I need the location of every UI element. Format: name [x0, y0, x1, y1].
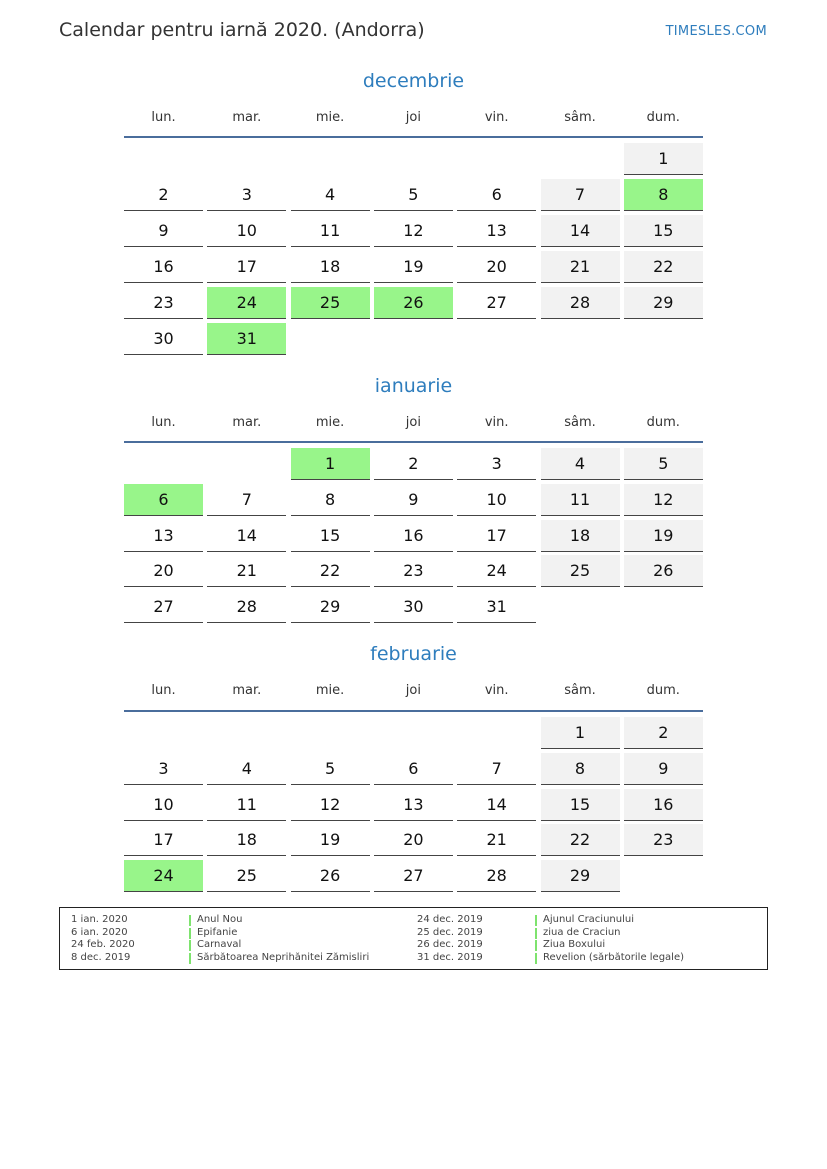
day-cell: 30 — [124, 323, 203, 355]
day-cell: 28 — [541, 287, 620, 319]
day-cell: 22 — [624, 251, 703, 283]
day-cell: 13 — [124, 520, 203, 552]
day-cell: 14 — [541, 215, 620, 247]
day-cell: 18 — [541, 520, 620, 552]
legend-date: 24 feb. 2020 — [71, 939, 135, 951]
legend-color-marker — [535, 953, 537, 964]
weekday-label: lun. — [151, 683, 176, 698]
day-cell: 31 — [457, 591, 536, 623]
holiday-day-cell: 25 — [291, 287, 370, 319]
day-cell: 17 — [207, 251, 286, 283]
day-cell: 4 — [291, 179, 370, 211]
weekday-label: dum. — [646, 415, 680, 430]
day-cell: 19 — [374, 251, 453, 283]
day-cell: 21 — [207, 555, 286, 587]
day-cell: 26 — [624, 555, 703, 587]
weekday-header — [124, 683, 703, 703]
weekday-label: lun. — [151, 110, 176, 125]
page-title: Calendar pentru iarnă 2020. (Andorra) — [59, 19, 425, 41]
day-cell: 18 — [207, 824, 286, 856]
weekday-label: joi — [405, 415, 421, 430]
day-cell: 5 — [374, 179, 453, 211]
holiday-day-cell: 31 — [207, 323, 286, 355]
legend-date: 31 dec. 2019 — [417, 951, 483, 963]
day-cell: 30 — [374, 591, 453, 623]
legend-holiday-name: Sărbătoarea Neprihănitei Zămisliri — [197, 951, 370, 963]
day-cell: 15 — [291, 520, 370, 552]
day-cell: 29 — [624, 287, 703, 319]
weekday-header — [124, 415, 703, 435]
legend-color-marker — [189, 915, 191, 926]
day-cell: 9 — [624, 753, 703, 785]
weekday-label: mar. — [232, 415, 262, 430]
weekday-label: vin. — [484, 415, 509, 430]
weekday-label: dum. — [646, 110, 680, 125]
day-cell: 12 — [291, 789, 370, 821]
legend-color-marker — [189, 953, 191, 964]
day-cell: 17 — [124, 824, 203, 856]
day-cell: 20 — [374, 824, 453, 856]
holiday-day-cell: 8 — [624, 179, 703, 211]
day-cell: 27 — [457, 287, 536, 319]
day-cell: 26 — [291, 860, 370, 892]
day-cell: 16 — [374, 520, 453, 552]
holiday-legend — [59, 907, 768, 970]
day-cell: 3 — [207, 179, 286, 211]
weekday-label: joi — [405, 110, 421, 125]
day-cell: 6 — [374, 753, 453, 785]
day-cell: 7 — [457, 753, 536, 785]
holiday-day-cell: 6 — [124, 484, 203, 516]
weekday-label: mar. — [232, 110, 262, 125]
day-cell: 1 — [541, 717, 620, 749]
day-cell: 28 — [207, 591, 286, 623]
holiday-day-cell: 24 — [124, 860, 203, 892]
legend-color-marker — [189, 940, 191, 951]
weekday-label: lun. — [151, 415, 176, 430]
legend-date: 24 dec. 2019 — [417, 914, 483, 925]
day-cell: 17 — [457, 520, 536, 552]
day-cell: 6 — [457, 179, 536, 211]
header-divider — [124, 710, 703, 712]
day-cell: 21 — [541, 251, 620, 283]
legend-holiday-name: Epifanie — [197, 926, 238, 938]
weekday-label: sâm. — [564, 683, 596, 698]
day-cell: 7 — [541, 179, 620, 211]
weekday-label: mar. — [232, 683, 262, 698]
legend-holiday-name: Anul Nou — [197, 914, 243, 925]
legend-color-marker — [535, 915, 537, 926]
weekday-label: mie. — [315, 683, 345, 698]
day-cell: 11 — [541, 484, 620, 516]
day-cell: 16 — [124, 251, 203, 283]
holiday-day-cell: 24 — [207, 287, 286, 319]
weekday-header — [124, 110, 703, 130]
day-cell: 8 — [291, 484, 370, 516]
day-cell: 2 — [624, 717, 703, 749]
holiday-day-cell: 1 — [291, 448, 370, 480]
day-cell: 18 — [291, 251, 370, 283]
day-cell: 23 — [374, 555, 453, 587]
weekday-label: dum. — [646, 683, 680, 698]
day-cell: 16 — [624, 789, 703, 821]
day-cell: 4 — [207, 753, 286, 785]
day-cell: 13 — [457, 215, 536, 247]
legend-date: 26 dec. 2019 — [417, 939, 483, 951]
day-cell: 15 — [541, 789, 620, 821]
day-cell: 28 — [457, 860, 536, 892]
day-cell: 20 — [457, 251, 536, 283]
day-cell: 3 — [124, 753, 203, 785]
day-cell: 5 — [624, 448, 703, 480]
weekday-label: sâm. — [564, 110, 596, 125]
brand-link[interactable]: TIMESLES.COM — [665, 24, 767, 39]
day-cell: 27 — [374, 860, 453, 892]
day-cell: 8 — [541, 753, 620, 785]
day-cell: 27 — [124, 591, 203, 623]
day-cell: 1 — [624, 143, 703, 175]
day-cell: 25 — [541, 555, 620, 587]
holiday-day-cell: 26 — [374, 287, 453, 319]
day-cell: 14 — [457, 789, 536, 821]
day-cell: 29 — [541, 860, 620, 892]
weekday-label: vin. — [484, 683, 509, 698]
day-cell: 29 — [291, 591, 370, 623]
day-cell: 24 — [457, 555, 536, 587]
legend-date: 25 dec. 2019 — [417, 926, 483, 938]
day-cell: 12 — [624, 484, 703, 516]
day-cell: 11 — [291, 215, 370, 247]
day-cell: 10 — [457, 484, 536, 516]
day-cell: 3 — [457, 448, 536, 480]
day-cell: 2 — [124, 179, 203, 211]
day-cell: 23 — [124, 287, 203, 319]
day-cell: 13 — [374, 789, 453, 821]
day-cell: 12 — [374, 215, 453, 247]
legend-holiday-name: Ziua Boxului — [543, 939, 606, 951]
day-cell: 11 — [207, 789, 286, 821]
day-cell: 10 — [207, 215, 286, 247]
day-cell: 21 — [457, 824, 536, 856]
day-cell: 25 — [207, 860, 286, 892]
legend-color-marker — [189, 928, 191, 939]
day-cell: 22 — [541, 824, 620, 856]
legend-date: 6 ian. 2020 — [71, 926, 128, 938]
legend-holiday-name: Revelion (sărbătorile legale) — [543, 951, 685, 963]
day-cell: 22 — [291, 555, 370, 587]
legend-holiday-name: ziua de Craciun — [543, 926, 621, 938]
weekday-label: joi — [405, 683, 421, 698]
day-cell: 15 — [624, 215, 703, 247]
day-cell: 4 — [541, 448, 620, 480]
day-cell: 19 — [291, 824, 370, 856]
day-cell: 9 — [124, 215, 203, 247]
weekday-label: mie. — [315, 415, 345, 430]
header-divider — [124, 441, 703, 443]
day-cell: 14 — [207, 520, 286, 552]
month-title: ianuarie — [374, 375, 453, 397]
weekday-label: vin. — [484, 110, 509, 125]
month-title: decembrie — [362, 70, 465, 92]
day-cell: 10 — [124, 789, 203, 821]
day-cell: 2 — [374, 448, 453, 480]
legend-date: 1 ian. 2020 — [71, 914, 128, 925]
weekday-label: sâm. — [564, 415, 596, 430]
legend-color-marker — [535, 928, 537, 939]
weekday-label: mie. — [315, 110, 345, 125]
month-title: februarie — [370, 643, 457, 665]
day-cell: 23 — [624, 824, 703, 856]
day-cell: 9 — [374, 484, 453, 516]
legend-date: 8 dec. 2019 — [71, 951, 131, 963]
day-cell: 5 — [291, 753, 370, 785]
day-cell: 7 — [207, 484, 286, 516]
legend-holiday-name: Carnaval — [197, 939, 242, 951]
header-divider — [124, 136, 703, 138]
day-cell: 19 — [624, 520, 703, 552]
day-cell: 20 — [124, 555, 203, 587]
legend-color-marker — [535, 940, 537, 951]
legend-holiday-name: Ajunul Craciunului — [543, 914, 634, 925]
